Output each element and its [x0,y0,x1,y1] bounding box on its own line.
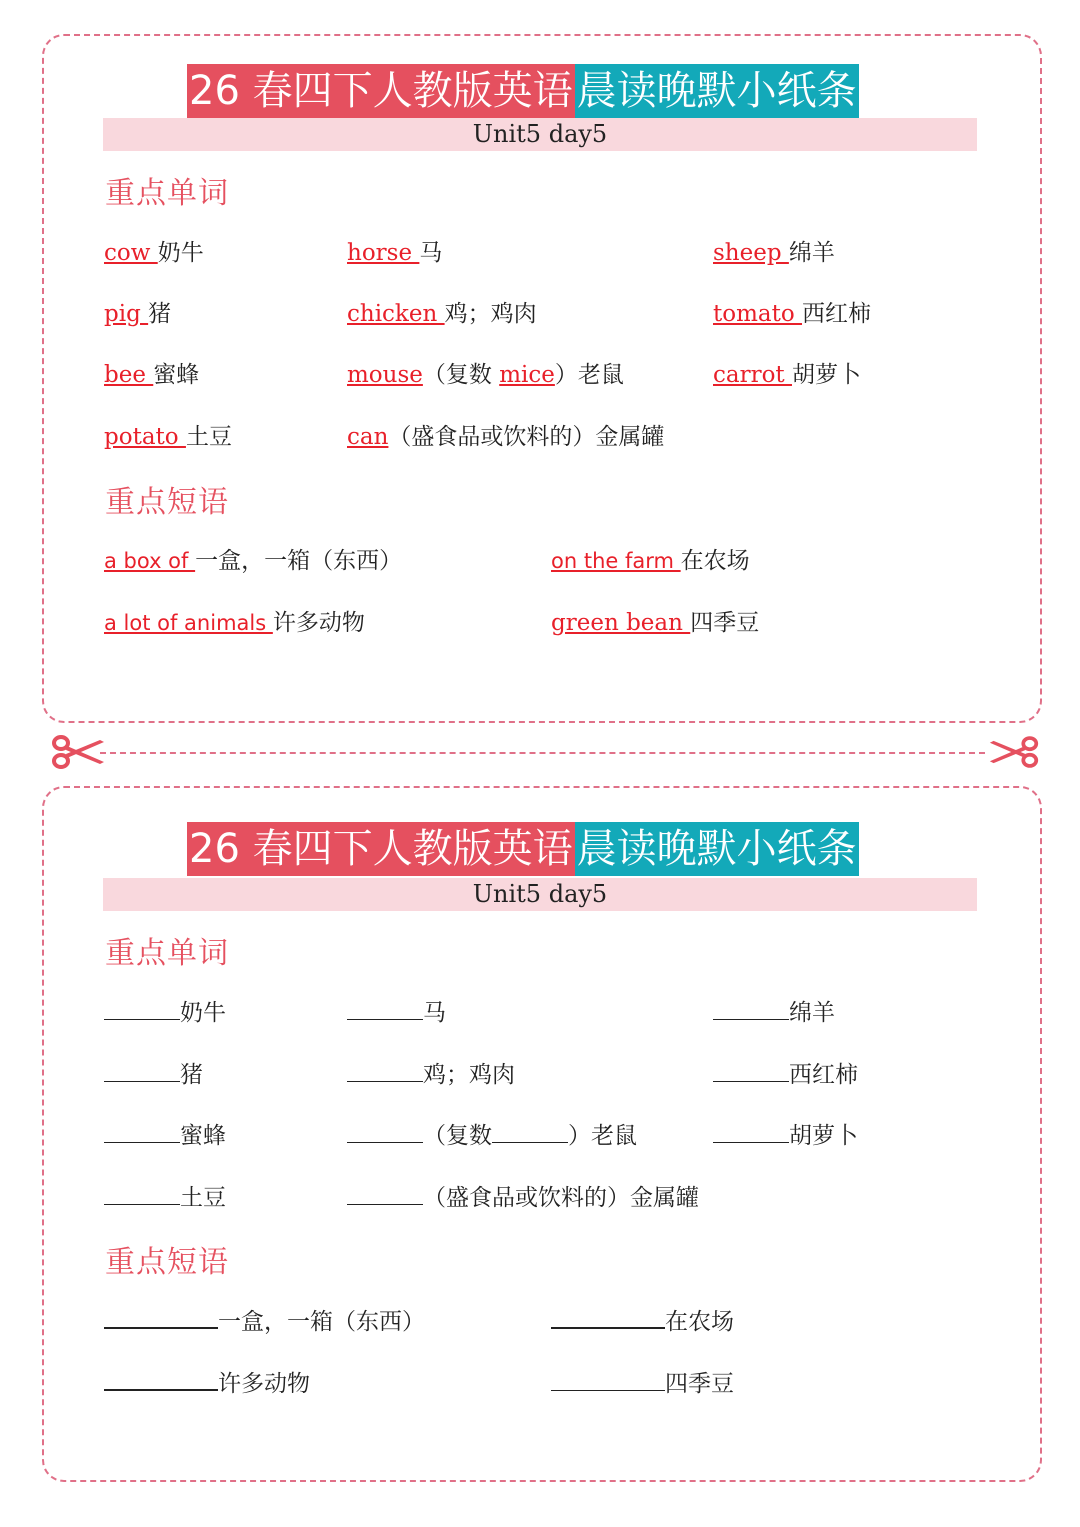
word-row [44,1119,1040,1153]
phrase-item: on the farm 在农场 [551,548,750,574]
answer-blank[interactable] [347,997,423,1020]
word-row [44,236,1040,270]
word-row [44,297,1040,331]
word-row [44,1058,1040,1092]
title-part-teal: 晨读晚默小纸条 [575,64,859,118]
title-part-red: 26 春四下人教版英语 [187,822,575,876]
phrase-blank-item: 在农场 [551,1305,734,1339]
answer-blank[interactable] [713,1059,789,1082]
phrase-row [44,606,1040,640]
scissors-icon [50,734,106,770]
phrase-item: a lot of animals 许多动物 [104,610,365,636]
phrase-row [44,544,1040,578]
word-blank-item: 胡萝卜 [713,1119,858,1153]
word-blank-item: 西红柿 [713,1058,858,1092]
word-blank-item: 奶牛 [104,996,226,1030]
answer-blank[interactable] [104,997,180,1020]
words-heading: 重点单词 [105,176,229,211]
answer-blank[interactable] [347,1120,423,1143]
word-blank-item: 蜜蜂 [104,1119,226,1153]
word-item: sheep 绵羊 [713,240,835,266]
phrases-heading: 重点短语 [105,1245,229,1280]
phrase-blank-item: 四季豆 [551,1367,734,1401]
answer-blank[interactable] [713,997,789,1020]
word-item: can（盛食品或饮料的）金属罐 [347,424,665,450]
card-title [187,64,859,118]
word-item: mouse（复数 mice）老鼠 [347,362,624,388]
answer-blank[interactable] [104,1059,180,1082]
answer-blank[interactable] [104,1367,218,1391]
answer-blank[interactable] [104,1120,180,1143]
phrase-blank-item: 一盒，一箱（东西） [104,1305,425,1339]
word-item: chicken 鸡；鸡肉 [347,301,537,327]
scissors-icon [988,734,1040,770]
title-part-teal: 晨读晚默小纸条 [575,822,859,876]
word-blank-item: 鸡；鸡肉 [347,1058,515,1092]
card-title [187,822,859,876]
phrase-row [44,1367,1040,1401]
word-blank-item: 马 [347,996,446,1030]
words-heading: 重点单词 [105,936,229,971]
word-row [44,420,1040,454]
word-blank-item: （盛食品或饮料的）金属罐 [347,1181,699,1215]
phrase-item: a box of 一盒，一箱（东西） [104,548,403,574]
answer-blank[interactable] [551,1305,665,1329]
word-item: potato 土豆 [104,424,232,450]
phrase-item: green bean 四季豆 [551,610,760,636]
word-item: bee 蜜蜂 [104,362,200,388]
answer-blank[interactable] [713,1120,789,1143]
answer-blank[interactable] [104,1182,180,1205]
word-item: cow 奶牛 [104,240,204,266]
word-row [44,1181,1040,1215]
word-row [44,358,1040,392]
unit-day-band: Unit5 day5 [103,118,977,151]
word-blank-item: 土豆 [104,1181,226,1215]
phrase-row [44,1305,1040,1339]
word-blank-item: （复数 ）老鼠 [347,1119,637,1153]
phrase-blank-item: 许多动物 [104,1367,310,1401]
word-item: carrot 胡萝卜 [713,362,861,388]
answer-blank[interactable] [347,1059,423,1082]
word-blank-item: 猪 [104,1058,203,1092]
word-item: pig 猪 [104,301,172,327]
answer-blank[interactable] [104,1305,218,1329]
word-item: horse 马 [347,240,443,266]
answer-blank[interactable] [347,1182,423,1205]
title-part-red: 26 春四下人教版英语 [187,64,575,118]
word-blank-item: 绵羊 [713,996,835,1030]
answer-card [42,34,1042,723]
cut-line [100,752,985,754]
phrases-heading: 重点短语 [105,485,229,520]
word-item: tomato 西红柿 [713,301,872,327]
answer-blank[interactable] [492,1120,568,1143]
answer-blank[interactable] [551,1368,665,1391]
quiz-card [42,786,1042,1482]
unit-day-band: Unit5 day5 [103,878,977,911]
word-row [44,996,1040,1030]
